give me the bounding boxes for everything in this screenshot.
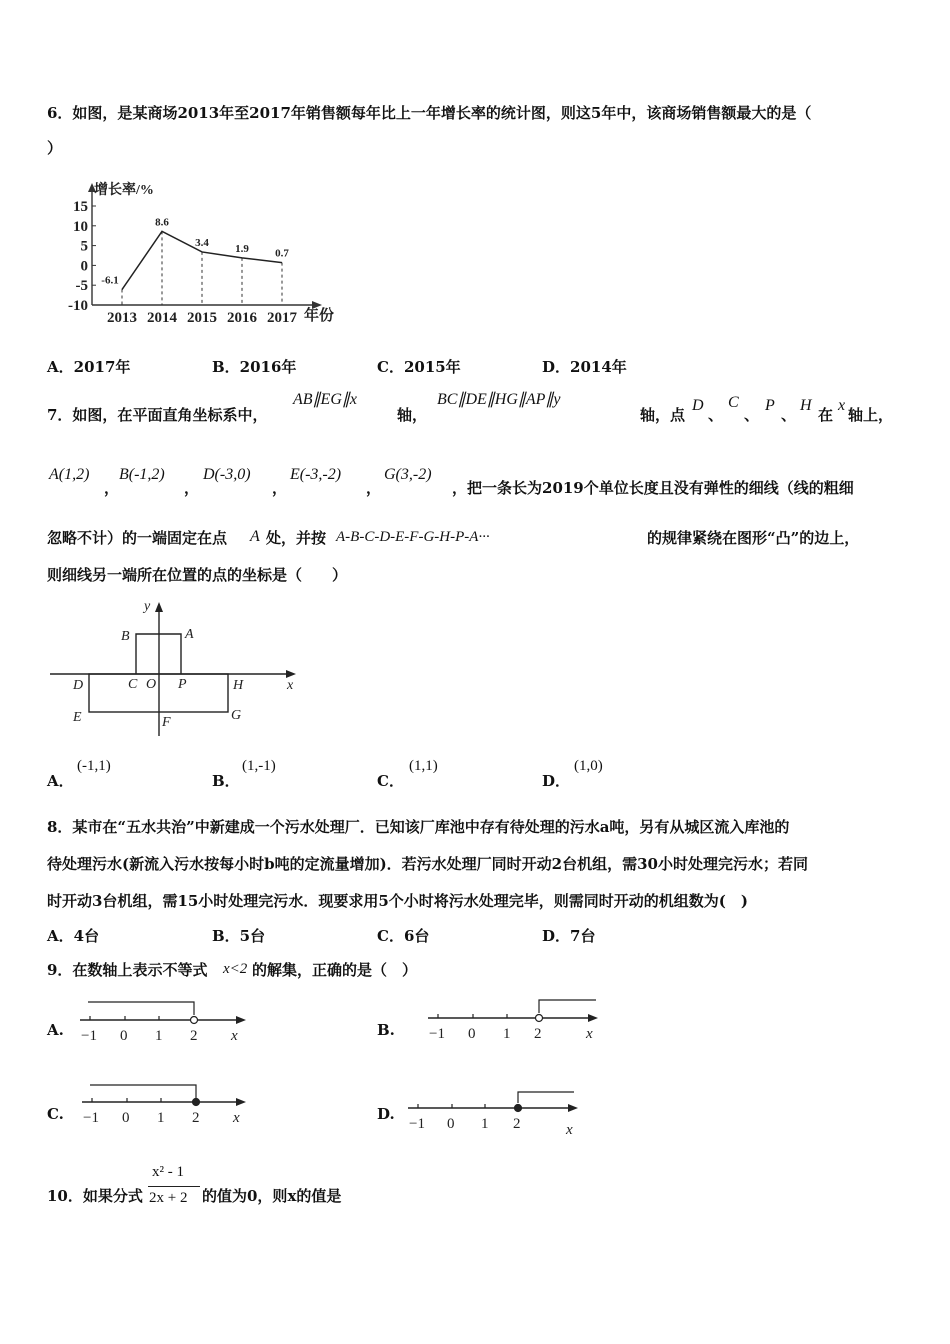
- q8-option-a[interactable]: A．4台: [47, 927, 100, 945]
- q9-number-line-b[interactable]: [424, 994, 610, 1046]
- q9-number-line-c[interactable]: [78, 1078, 258, 1130]
- q7-condition-horizontal: AB∥EG∥x: [293, 391, 357, 408]
- q7-coord-b: B(-1,2): [119, 466, 165, 483]
- data-label: 0.7: [275, 247, 289, 260]
- fig-label-c: C: [128, 677, 138, 692]
- tick-1: 1: [503, 1026, 511, 1042]
- q8-option-b[interactable]: B．5台: [212, 927, 266, 945]
- tick-neg1: −1: [409, 1116, 425, 1132]
- q9-option-d-letter[interactable]: D.: [377, 1105, 395, 1123]
- x-tick-label: 2017: [267, 310, 297, 326]
- q7-sep-1: 、: [708, 406, 724, 424]
- x-tick-label: 2016: [227, 310, 257, 326]
- q7-x-var: x: [838, 397, 846, 414]
- tick-2: 2: [513, 1116, 521, 1132]
- q9-number-line-a[interactable]: [76, 996, 256, 1048]
- x-tick-label: 2013: [107, 310, 137, 326]
- q7-coord-d: D(-3,0): [203, 466, 251, 483]
- fig-label-f: F: [162, 715, 171, 730]
- fig-label-e: E: [73, 710, 82, 725]
- q7-axis-word-2: 轴，点: [640, 406, 686, 424]
- q7-line3-c: 的规律紧绕在图形“凸”的边上，: [647, 529, 860, 547]
- y-tick-label: -10: [68, 298, 88, 314]
- data-label: 1.9: [235, 242, 249, 255]
- fig-label-d: D: [73, 678, 84, 693]
- tick-0: 0: [120, 1028, 128, 1044]
- fig-label-b: B: [121, 629, 130, 644]
- tick-2: 2: [192, 1110, 200, 1126]
- tick-x: x: [586, 1026, 593, 1042]
- q7-convex-figure: [44, 594, 314, 744]
- data-label: 8.6: [155, 216, 169, 229]
- q6-option-a[interactable]: A．2017年: [47, 358, 131, 376]
- q7-option-a-value[interactable]: (-1,1): [77, 758, 111, 774]
- y-tick-label: 10: [73, 218, 88, 235]
- x-axis-label: 年份: [304, 308, 335, 324]
- q6-option-c[interactable]: C．2015年: [377, 358, 461, 376]
- q7-line2-tail: ，把一条长为2019个单位长度且没有弹性的细线（线的粗细: [452, 479, 854, 497]
- q7-on-axis: 轴上，: [848, 406, 894, 424]
- q9-option-c-letter[interactable]: C.: [47, 1105, 64, 1123]
- y-tick-label: 5: [80, 238, 88, 255]
- q7-coord-e: E(-3,-2): [290, 466, 342, 483]
- tick-1: 1: [155, 1028, 163, 1044]
- tick-0: 0: [447, 1116, 455, 1132]
- q7-option-d-value[interactable]: (1,0): [574, 758, 603, 774]
- q9-text-a: 9．在数轴上表示不等式: [47, 961, 208, 979]
- q9-number-line-d[interactable]: [404, 1084, 590, 1136]
- q10-denominator: 2x + 2: [149, 1190, 188, 1206]
- q6-growth-chart: [52, 174, 352, 332]
- q7-sep-2: 、: [744, 406, 760, 424]
- q8-line3: 时开动3台机组，需15小时处理完污水．现要求用5个小时将污水处理完毕，则需同时开动的机组数为( ): [47, 892, 748, 910]
- q7-option-c-letter[interactable]: C．: [377, 772, 404, 790]
- q6-line2: ）: [47, 139, 63, 157]
- tick-x: x: [566, 1122, 573, 1136]
- x-tick-label: 2015: [187, 310, 217, 326]
- q6-option-b[interactable]: B．2016年: [212, 358, 297, 376]
- fig-label-o: O: [146, 677, 157, 692]
- tick-neg1: −1: [83, 1110, 99, 1126]
- q7-point-c: C: [728, 394, 739, 411]
- q9-inequality: x<2: [223, 961, 248, 977]
- q8-line1: 8．某市在“五水共治”中新建成一个污水处理厂．已知该厂库池中存有待处理的污水a吨，另有从城区流入库池的: [47, 818, 790, 836]
- q7-line3-point-a: A: [250, 528, 260, 545]
- q10-prefix: 10．如果分式: [47, 1187, 143, 1205]
- q10-numerator: x² - 1: [152, 1164, 184, 1180]
- q7-point-d: D: [692, 397, 704, 414]
- q7-line4: 则细线另一端所在位置的点的坐标是（ ）: [47, 566, 348, 584]
- q7-coord-a: A(1,2): [49, 466, 90, 483]
- q7-line3-a: 忽略不计）的一端固定在点: [47, 529, 228, 547]
- data-label: -6.1: [101, 274, 119, 287]
- y-tick-label: 0: [80, 258, 88, 275]
- tick-x: x: [231, 1028, 238, 1044]
- x-tick-label: 2014: [147, 310, 177, 326]
- q7-option-b-letter[interactable]: B．: [212, 772, 240, 790]
- q7-line3-b: 处，并按: [266, 529, 327, 547]
- q7-prefix: 7．如图，在平面直角坐标系中，: [47, 406, 268, 424]
- fig-label-a: A: [185, 627, 194, 642]
- q7-condition-vertical: BC∥DE∥HG∥AP∥y: [437, 391, 561, 408]
- tick-0: 0: [122, 1110, 130, 1126]
- q7-coord-g: G(3,-2): [384, 466, 432, 483]
- data-label: 3.4: [195, 236, 209, 249]
- y-axis-label: 增长率/%: [94, 183, 154, 198]
- q7-point-h: H: [800, 397, 812, 414]
- q8-line2: 待处理污水(新流入污水按每小时b吨的定流量增加)．若污水处理厂同时开动2台机组，需30小时处理完污水；若同: [47, 855, 808, 873]
- q7-comma-3: ，: [272, 479, 288, 497]
- q7-sequence: A-B-C-D-E-F-G-H-P-A···: [336, 529, 490, 545]
- fig-label-x: x: [287, 678, 294, 693]
- y-tick-label: 15: [73, 199, 88, 215]
- q7-option-b-value[interactable]: (1,-1): [242, 758, 276, 774]
- fig-label-y: y: [144, 599, 151, 614]
- q9-option-a-letter[interactable]: A.: [47, 1021, 64, 1039]
- q8-option-d[interactable]: D．7台: [542, 927, 596, 945]
- q8-option-c[interactable]: C．6台: [377, 927, 430, 945]
- fig-label-h: H: [233, 678, 244, 693]
- tick-x: x: [233, 1110, 240, 1126]
- q7-point-p: P: [765, 397, 775, 414]
- q10-suffix: 的值为0，则x的值是: [202, 1187, 342, 1205]
- q6-line1: 6．如图，是某商场2013年至2017年销售额每年比上一年增长率的统计图，则这5年中，该商场销售额最大的是（: [47, 104, 812, 122]
- q7-option-c-value[interactable]: (1,1): [409, 758, 438, 774]
- tick-2: 2: [190, 1028, 198, 1044]
- y-axis-arrow: [155, 602, 163, 612]
- tick-neg1: −1: [429, 1026, 445, 1042]
- q7-option-a-letter[interactable]: A．: [47, 772, 74, 790]
- tick-1: 1: [157, 1110, 165, 1126]
- fig-label-p: P: [178, 677, 187, 692]
- q7-axis-word-1: 轴，: [397, 406, 428, 424]
- tick-2: 2: [534, 1026, 542, 1042]
- tick-neg1: −1: [81, 1028, 97, 1044]
- q9-option-b-letter[interactable]: B.: [377, 1021, 395, 1039]
- q9-text-b: 的解集，正确的是（ ）: [252, 961, 418, 979]
- q7-comma-4: ，: [366, 479, 382, 497]
- y-tick-label: -5: [75, 278, 88, 295]
- q7-in: 在: [818, 406, 834, 424]
- tick-0: 0: [468, 1026, 476, 1042]
- q7-comma-2: ，: [184, 479, 200, 497]
- tick-1: 1: [481, 1116, 489, 1132]
- q7-sep-3: 、: [781, 406, 797, 424]
- fig-label-g: G: [231, 708, 242, 723]
- q7-comma-1: ，: [104, 479, 120, 497]
- q10-fraction-bar: [148, 1186, 200, 1187]
- x-axis-arrow: [286, 670, 296, 678]
- q7-option-d-letter[interactable]: D．: [542, 772, 571, 790]
- q6-option-d[interactable]: D．2014年: [542, 358, 627, 376]
